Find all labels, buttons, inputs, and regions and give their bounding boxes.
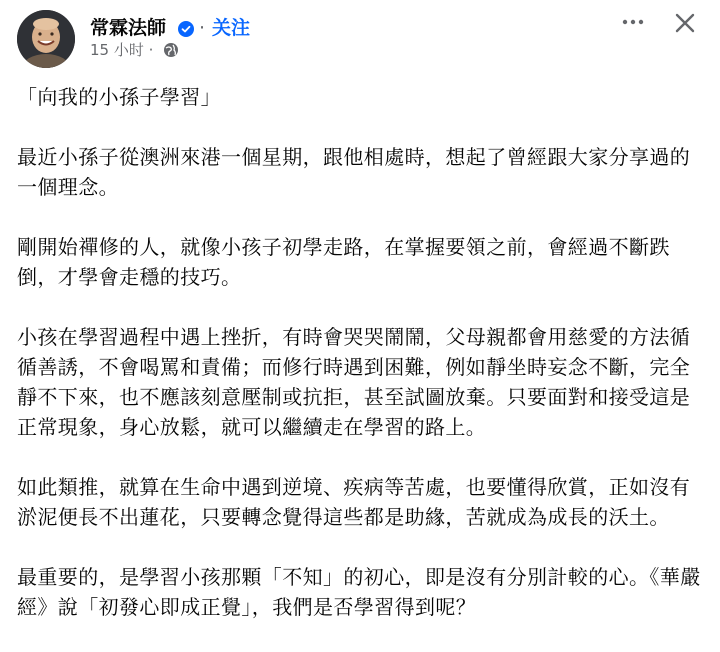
close-icon[interactable] bbox=[670, 8, 700, 38]
post-timestamp[interactable]: 15 小时 · bbox=[90, 41, 154, 59]
follow-button[interactable]: 关注 bbox=[212, 17, 251, 39]
post-paragraph: 最重要的，是學習小孩那顆「不知」的初心，即是沒有分別計較的心。《華嚴經》說「初發心即成正覺」，我們是否學習得到呢？ bbox=[17, 565, 701, 619]
avatar[interactable] bbox=[17, 10, 75, 68]
globe-icon bbox=[163, 42, 179, 58]
avatar-image bbox=[17, 10, 75, 68]
post-paragraph: 最近小孫子從澳洲來港一個星期，跟他相處時，想起了曾經跟大家分享過的一個理念。 bbox=[17, 145, 691, 199]
post-header bbox=[0, 0, 720, 72]
author-name[interactable]: 常霖法師 bbox=[90, 17, 167, 39]
verified-badge-icon bbox=[178, 21, 194, 37]
header-separator: · bbox=[199, 17, 206, 39]
post-paragraph: 剛開始禪修的人，就像小孩子初學走路，在掌握要領之前，會經過不斷跌倒，才學會走穩的技巧。 bbox=[17, 235, 670, 289]
post-paragraph: 如此類推，就算在生命中遇到逆境、疾病等苦處，也要懂得欣賞，正如沒有淤泥便長不出蓮花，只要轉念覺得這些都是助緣，苦就成為成長的沃土。 bbox=[17, 475, 691, 529]
post-body bbox=[17, 82, 703, 652]
post-title: 「向我的小孫子學習」 bbox=[17, 85, 221, 109]
more-horizontal-icon[interactable] bbox=[617, 8, 649, 36]
post-paragraph: 小孩在學習過程中遇上挫折，有時會哭哭鬧鬧，父母親都會用慈愛的方法循循善誘，不會喝罵和責備；而修行時遇到困難，例如靜坐時妄念不斷，完全靜不下來，也不應該刻意壓制或抗拒，甚至試圖放棄。只要面對和接受這是正常現象，身心放鬆，就可以繼續走在學習的路上。 bbox=[17, 325, 691, 439]
